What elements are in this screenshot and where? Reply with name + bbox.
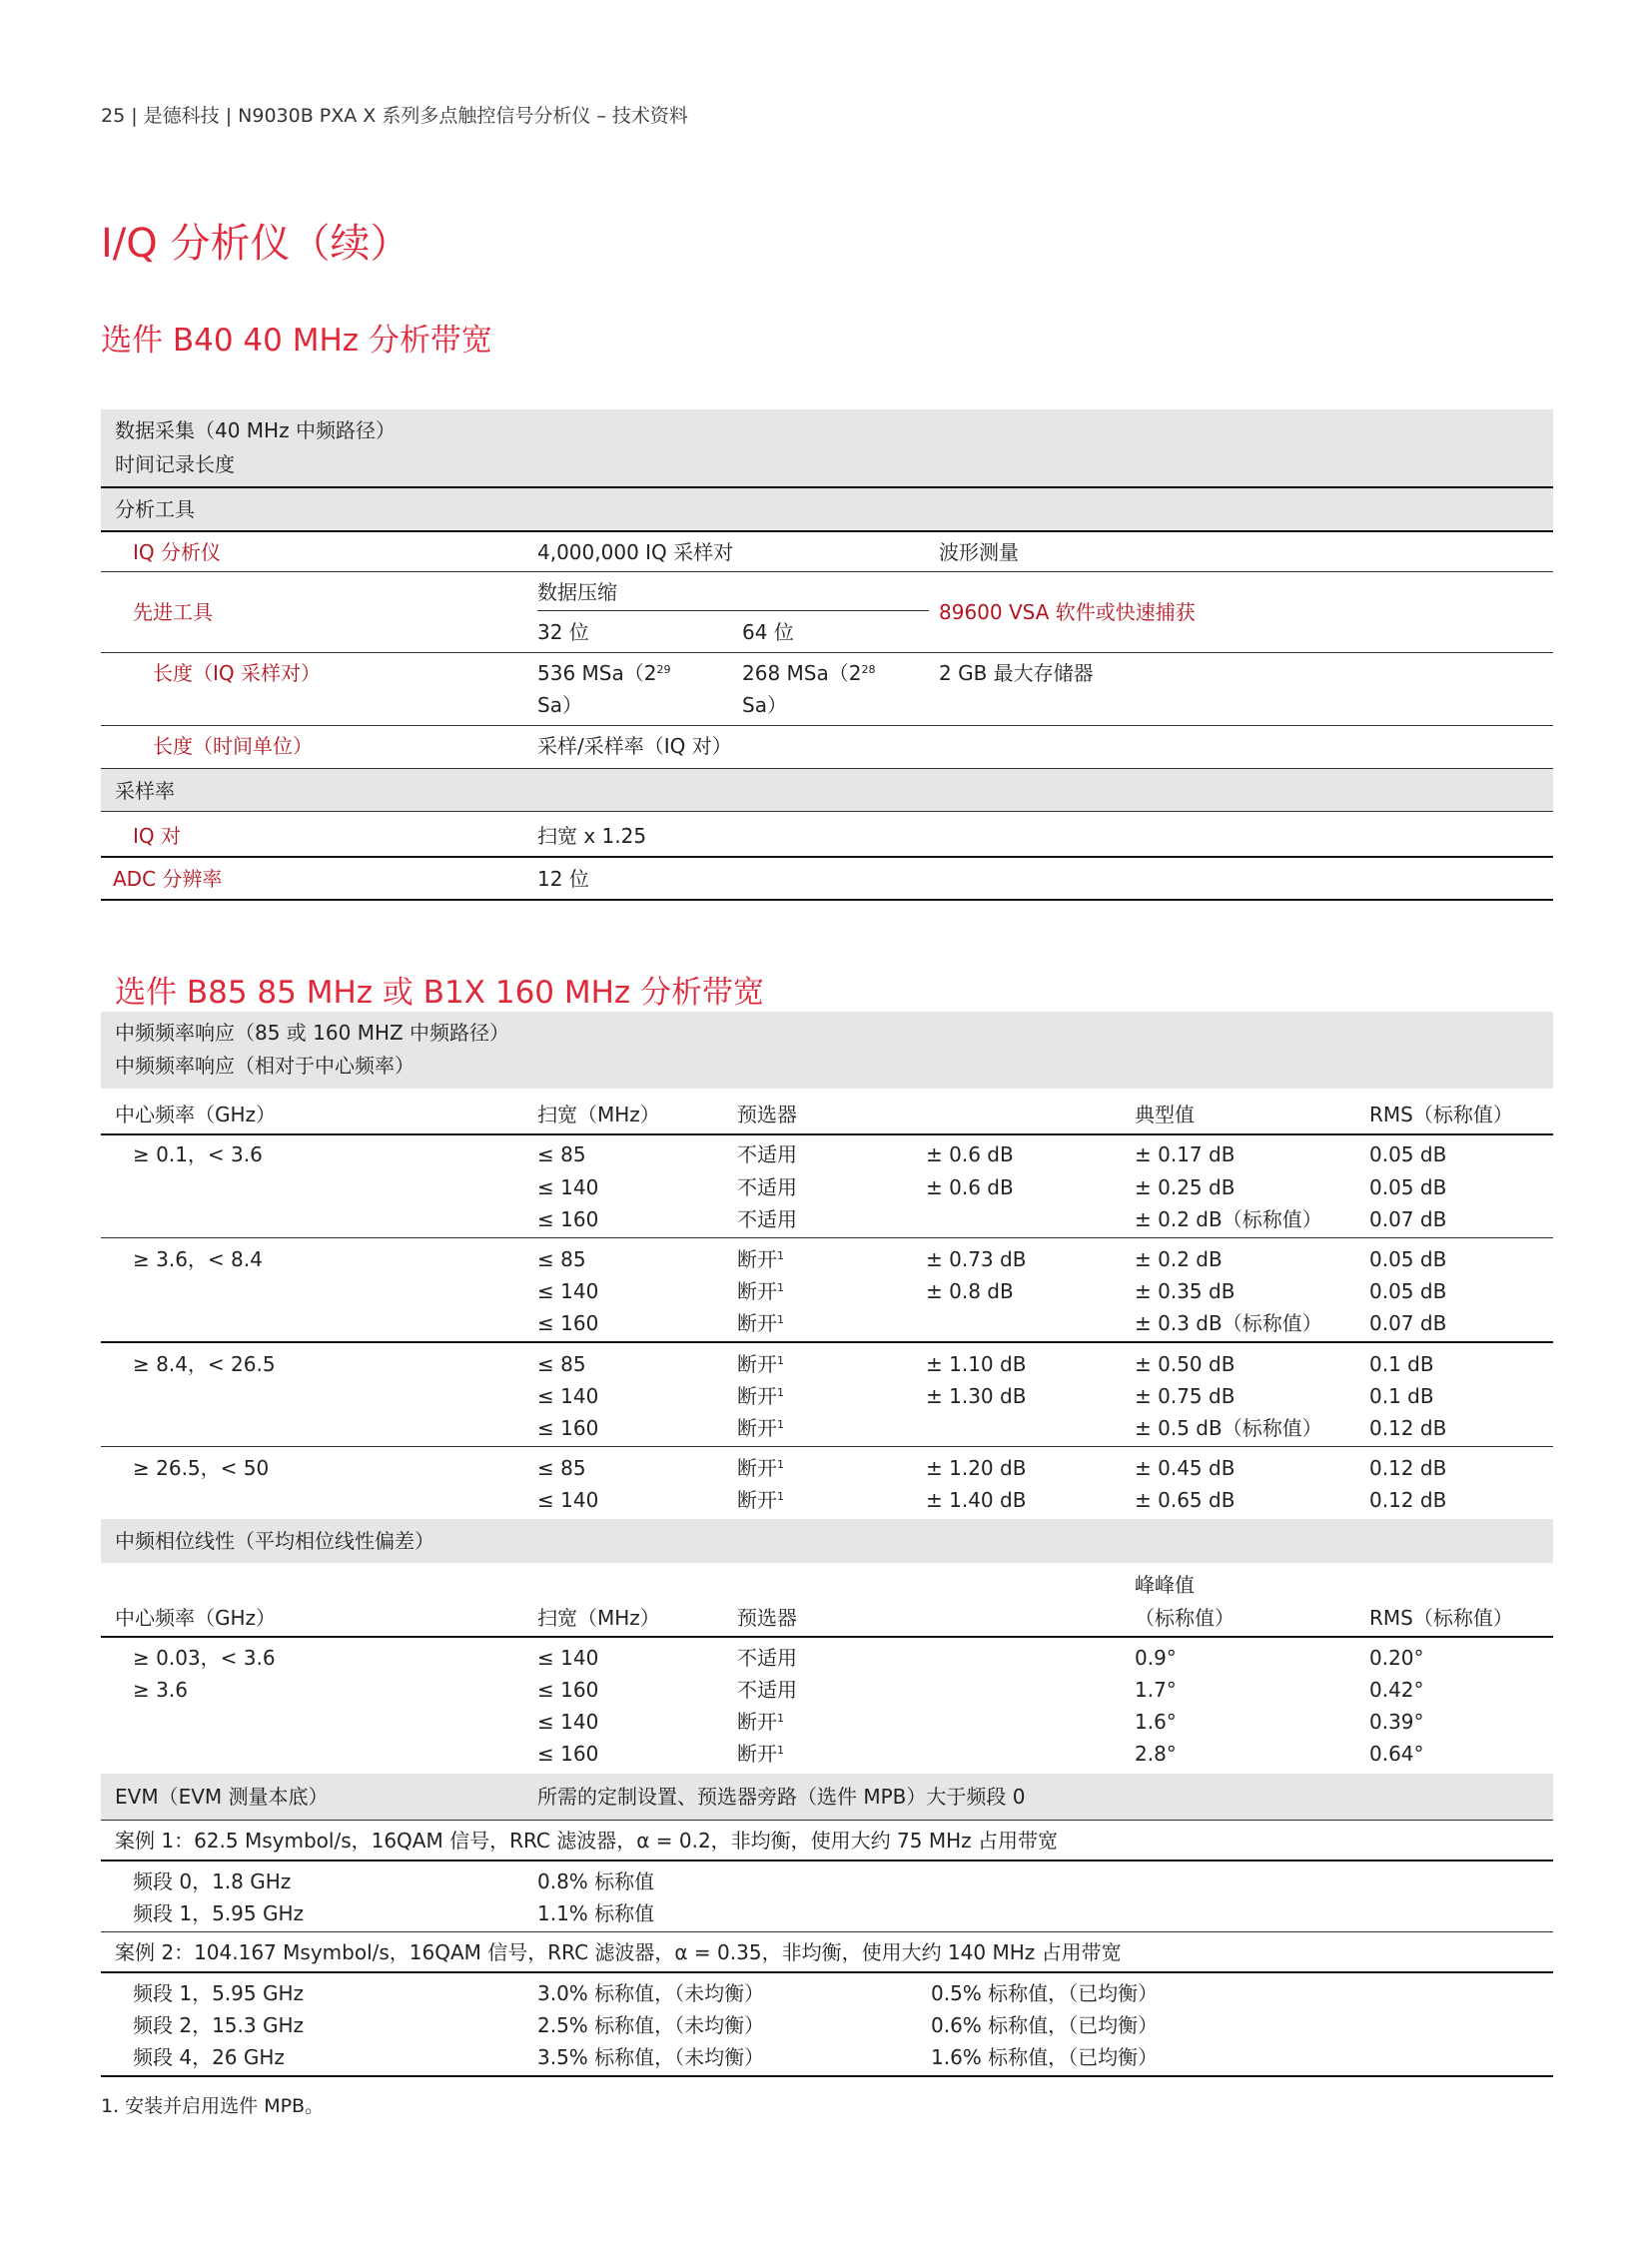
typ-cell: ± 0.2 dB（标称值） <box>1135 1207 1322 1231</box>
presel-cell: 断开$^1$ <box>737 1352 784 1376</box>
span-cell: ≤ 140 <box>537 1710 599 1734</box>
col-span: 扫宽（MHz） <box>537 1606 660 1630</box>
length-64-unit: Sa） <box>742 693 787 717</box>
rms-cell: 0.07 dB <box>1369 1311 1447 1335</box>
typ-cell: ± 0.3 dB（标称值） <box>1135 1311 1322 1335</box>
col-center-freq: 中心频率（GHz） <box>115 1606 277 1630</box>
length-32-unit: Sa） <box>537 693 582 717</box>
rms-cell: 0.05 dB <box>1369 1279 1447 1303</box>
page-header: 25 | 是德科技 | N9030B PXA X 系列多点触控信号分析仪 – 技术资料 <box>101 105 688 127</box>
span-cell: ≤ 140 <box>537 1488 599 1512</box>
rms-cell: 0.12 dB <box>1369 1416 1447 1440</box>
span-cell: ≤ 85 <box>537 1247 586 1271</box>
value-equalized: 0.6% 标称值，（已均衡） <box>931 2013 1159 2037</box>
span-cell: ≤ 140 <box>537 1279 599 1303</box>
presel-cell: 断开$^1$ <box>737 1247 784 1271</box>
bits-64: 64 位 <box>742 620 794 644</box>
value-cell: 0.8% 标称值 <box>537 1869 655 1893</box>
rms-cell: 0.05 dB <box>1369 1247 1447 1271</box>
presel-cell: 断开$^1$ <box>737 1311 784 1335</box>
col-rms: RMS（标称值） <box>1369 1606 1513 1630</box>
presel-cell: 不适用 <box>737 1142 797 1166</box>
col-preselector: 预选器 <box>737 1103 797 1126</box>
typ-cell: ± 0.75 dB <box>1135 1384 1236 1408</box>
spec-cell: ± 1.30 dB <box>926 1384 1027 1408</box>
span-cell: ≤ 160 <box>537 1678 599 1702</box>
section-b40-title: 选件 B40 40 MHz 分析带宽 <box>101 323 492 359</box>
tools-band <box>101 488 1553 530</box>
page-title: I/Q 分析仪（续） <box>101 221 411 267</box>
pp-cell: 1.7° <box>1135 1678 1177 1702</box>
typ-cell: ± 0.65 dB <box>1135 1488 1236 1512</box>
typ-cell: ± 0.5 dB（标称值） <box>1135 1416 1322 1440</box>
divider <box>101 899 1553 901</box>
presel-cell: 断开$^1$ <box>737 1710 784 1734</box>
presel-cell: 断开$^1$ <box>737 1742 784 1766</box>
iq-pair-label: IQ 对 <box>133 824 181 848</box>
presel-cell: 断开$^1$ <box>737 1416 784 1440</box>
span-cell: ≤ 85 <box>537 1456 586 1480</box>
length-time-value: 采样/采样率（IQ 对） <box>537 734 732 758</box>
pp-cell: 2.8° <box>1135 1742 1177 1766</box>
divider <box>101 1446 1553 1447</box>
spec-cell: ± 1.40 dB <box>926 1488 1027 1512</box>
rms-cell: 0.20° <box>1369 1646 1424 1670</box>
col-typical: 典型值 <box>1135 1103 1195 1126</box>
span-cell: ≤ 160 <box>537 1311 599 1335</box>
evm-label: EVM（EVM 测量本底） <box>115 1785 329 1809</box>
value-equalized: 0.5% 标称值，（已均衡） <box>931 1981 1159 2005</box>
value-unequalized: 3.5% 标称值，（未均衡） <box>537 2045 765 2069</box>
divider <box>101 856 1553 858</box>
footnote: 1. 安装并启用选件 MPB。 <box>101 2095 325 2117</box>
band-cell: 频段 1，5.95 GHz <box>133 1901 305 1925</box>
span-cell: ≤ 85 <box>537 1142 586 1166</box>
rms-cell: 0.05 dB <box>1369 1175 1447 1199</box>
spec-cell: ± 1.10 dB <box>926 1352 1027 1376</box>
col-preselector: 预选器 <box>737 1606 797 1630</box>
case2-title: 案例 2：104.167 Msymbol/s，16QAM 信号，RRC 滤波器，α = 0.35，非均衡，使用大约 140 MHz 占用带宽 <box>115 1940 1122 1964</box>
divider <box>101 652 1553 653</box>
sample-rate-label: 采样率 <box>115 779 175 803</box>
divider <box>101 1237 1553 1238</box>
spec-cell: ± 0.6 dB <box>926 1175 1014 1199</box>
rms-cell: 0.07 dB <box>1369 1207 1447 1231</box>
spec-cell: ± 1.20 dB <box>926 1456 1027 1480</box>
divider <box>101 571 1553 572</box>
section-b85-title: 选件 B85 85 MHz 或 B1X 160 MHz 分析带宽 <box>115 975 765 1011</box>
spec-cell: ± 0.6 dB <box>926 1142 1014 1166</box>
band-cell: 频段 4，26 GHz <box>133 2045 285 2069</box>
iq-analyzer-value: 4,000,000 IQ 采样对 <box>537 540 734 564</box>
group-range: ≥ 0.1，< 3.6 <box>133 1142 263 1166</box>
col-span: 扫宽（MHz） <box>537 1103 660 1126</box>
divider <box>101 1971 1553 1973</box>
typ-cell: ± 0.2 dB <box>1135 1247 1223 1271</box>
value-cell: 1.1% 标称值 <box>537 1901 655 1925</box>
span-cell: ≤ 85 <box>537 1352 586 1376</box>
col-peak-peak: 峰峰值 <box>1135 1573 1195 1597</box>
divider <box>101 1860 1553 1862</box>
divider <box>537 610 929 611</box>
typ-cell: ± 0.17 dB <box>1135 1142 1236 1166</box>
presel-cell: 不适用 <box>737 1646 797 1670</box>
pp-cell: 0.9° <box>1135 1646 1177 1670</box>
spec-cell: ± 0.73 dB <box>926 1247 1027 1271</box>
divider <box>101 1820 1553 1821</box>
value-unequalized: 2.5% 标称值，（未均衡） <box>537 2013 765 2037</box>
typ-cell: ± 0.25 dB <box>1135 1175 1236 1199</box>
typ-cell: ± 0.50 dB <box>1135 1352 1236 1376</box>
divider <box>101 1636 1553 1638</box>
rms-cell: 0.05 dB <box>1369 1142 1447 1166</box>
divider <box>101 530 1553 532</box>
spec-cell: ± 0.8 dB <box>926 1279 1014 1303</box>
group-range: ≥ 26.5，< 50 <box>133 1456 270 1480</box>
band-cell: 频段 1，5.95 GHz <box>133 1981 305 2005</box>
advanced-tools-label: 先进工具 <box>133 600 213 624</box>
presel-cell: 断开$^1$ <box>737 1456 784 1480</box>
evm-value: 所需的定制设置、预选器旁路（选件 MPB）大于频段 0 <box>537 1785 1026 1809</box>
vsa-software: 89600 VSA 软件或快速捕获 <box>939 600 1196 624</box>
presel-cell: 不适用 <box>737 1175 797 1199</box>
divider <box>101 1133 1553 1135</box>
rms-cell: 0.64° <box>1369 1742 1424 1766</box>
presel-cell: 不适用 <box>737 1678 797 1702</box>
span-cell: ≤ 140 <box>537 1384 599 1408</box>
col-peak-peak-nominal: （标称值） <box>1135 1606 1235 1630</box>
typ-cell: ± 0.35 dB <box>1135 1279 1236 1303</box>
rms-cell: 0.12 dB <box>1369 1488 1447 1512</box>
divider <box>101 811 1553 812</box>
divider <box>101 2075 1553 2077</box>
adc-label: ADC 分辨率 <box>113 867 223 891</box>
length-iq-label: 长度（IQ 采样对） <box>153 661 321 685</box>
data-compression: 数据压缩 <box>537 580 617 604</box>
resp-title: 中频频率响应（85 或 160 MHZ 中频路径） <box>115 1021 510 1045</box>
tools-label: 分析工具 <box>115 497 195 521</box>
acq-sub: 时间记录长度 <box>115 452 235 476</box>
phase-range: ≥ 3.6 <box>133 1678 188 1702</box>
pp-cell: 1.6° <box>1135 1710 1177 1734</box>
group-range: ≥ 8.4，< 26.5 <box>133 1352 276 1376</box>
length-time-label: 长度（时间单位） <box>153 734 313 758</box>
iq-analyzer-label: IQ 分析仪 <box>133 540 221 564</box>
divider <box>101 725 1553 726</box>
bits-32: 32 位 <box>537 620 589 644</box>
typ-cell: ± 0.45 dB <box>1135 1456 1236 1480</box>
length-32: 536 $MSa(2^{29}$ <box>537 661 671 685</box>
length-storage: 2 GB 最大存储器 <box>939 661 1094 685</box>
rms-cell: 0.42° <box>1369 1678 1424 1702</box>
phase-title: 中频相位线性（平均相位线性偏差） <box>115 1529 434 1553</box>
iq-analyzer-note: 波形测量 <box>939 540 1019 564</box>
presel-cell: 断开$^1$ <box>737 1279 784 1303</box>
iq-pair-value: 扫宽 x 1.25 <box>537 824 647 848</box>
presel-cell: 断开$^1$ <box>737 1384 784 1408</box>
col-rms: RMS（标称值） <box>1369 1103 1513 1126</box>
rms-cell: 0.39° <box>1369 1710 1424 1734</box>
rms-cell: 0.1 dB <box>1369 1384 1434 1408</box>
divider <box>101 1931 1553 1932</box>
presel-cell: 断开$^1$ <box>737 1488 784 1512</box>
span-cell: ≤ 160 <box>537 1416 599 1440</box>
presel-cell: 不适用 <box>737 1207 797 1231</box>
divider <box>101 1341 1553 1343</box>
rms-cell: 0.1 dB <box>1369 1352 1434 1376</box>
value-unequalized: 3.0% 标称值，（未均衡） <box>537 1981 765 2005</box>
span-cell: ≤ 140 <box>537 1175 599 1199</box>
band-cell: 频段 0，1.8 GHz <box>133 1869 292 1893</box>
sample-rate-band <box>101 769 1553 811</box>
group-range: ≥ 3.6，< 8.4 <box>133 1247 263 1271</box>
span-cell: ≤ 140 <box>537 1646 599 1670</box>
adc-value: 12 位 <box>537 867 589 891</box>
case1-title: 案例 1：62.5 Msymbol/s，16QAM 信号，RRC 滤波器，α = 0.2，非均衡，使用大约 75 MHz 占用带宽 <box>115 1829 1058 1853</box>
span-cell: ≤ 160 <box>537 1742 599 1766</box>
band-cell: 频段 2，15.3 GHz <box>133 2013 305 2037</box>
length-64: 268 $MSa(2^{28}$ <box>742 661 876 685</box>
phase-range: ≥ 0.03，< 3.6 <box>133 1646 276 1670</box>
resp-sub: 中频频率响应（相对于中心频率） <box>115 1054 414 1078</box>
col-center-freq: 中心频率（GHz） <box>115 1103 277 1126</box>
rms-cell: 0.12 dB <box>1369 1456 1447 1480</box>
value-equalized: 1.6% 标称值，（已均衡） <box>931 2045 1159 2069</box>
acq-title: 数据采集（40 MHz 中频路径） <box>115 418 396 442</box>
span-cell: ≤ 160 <box>537 1207 599 1231</box>
